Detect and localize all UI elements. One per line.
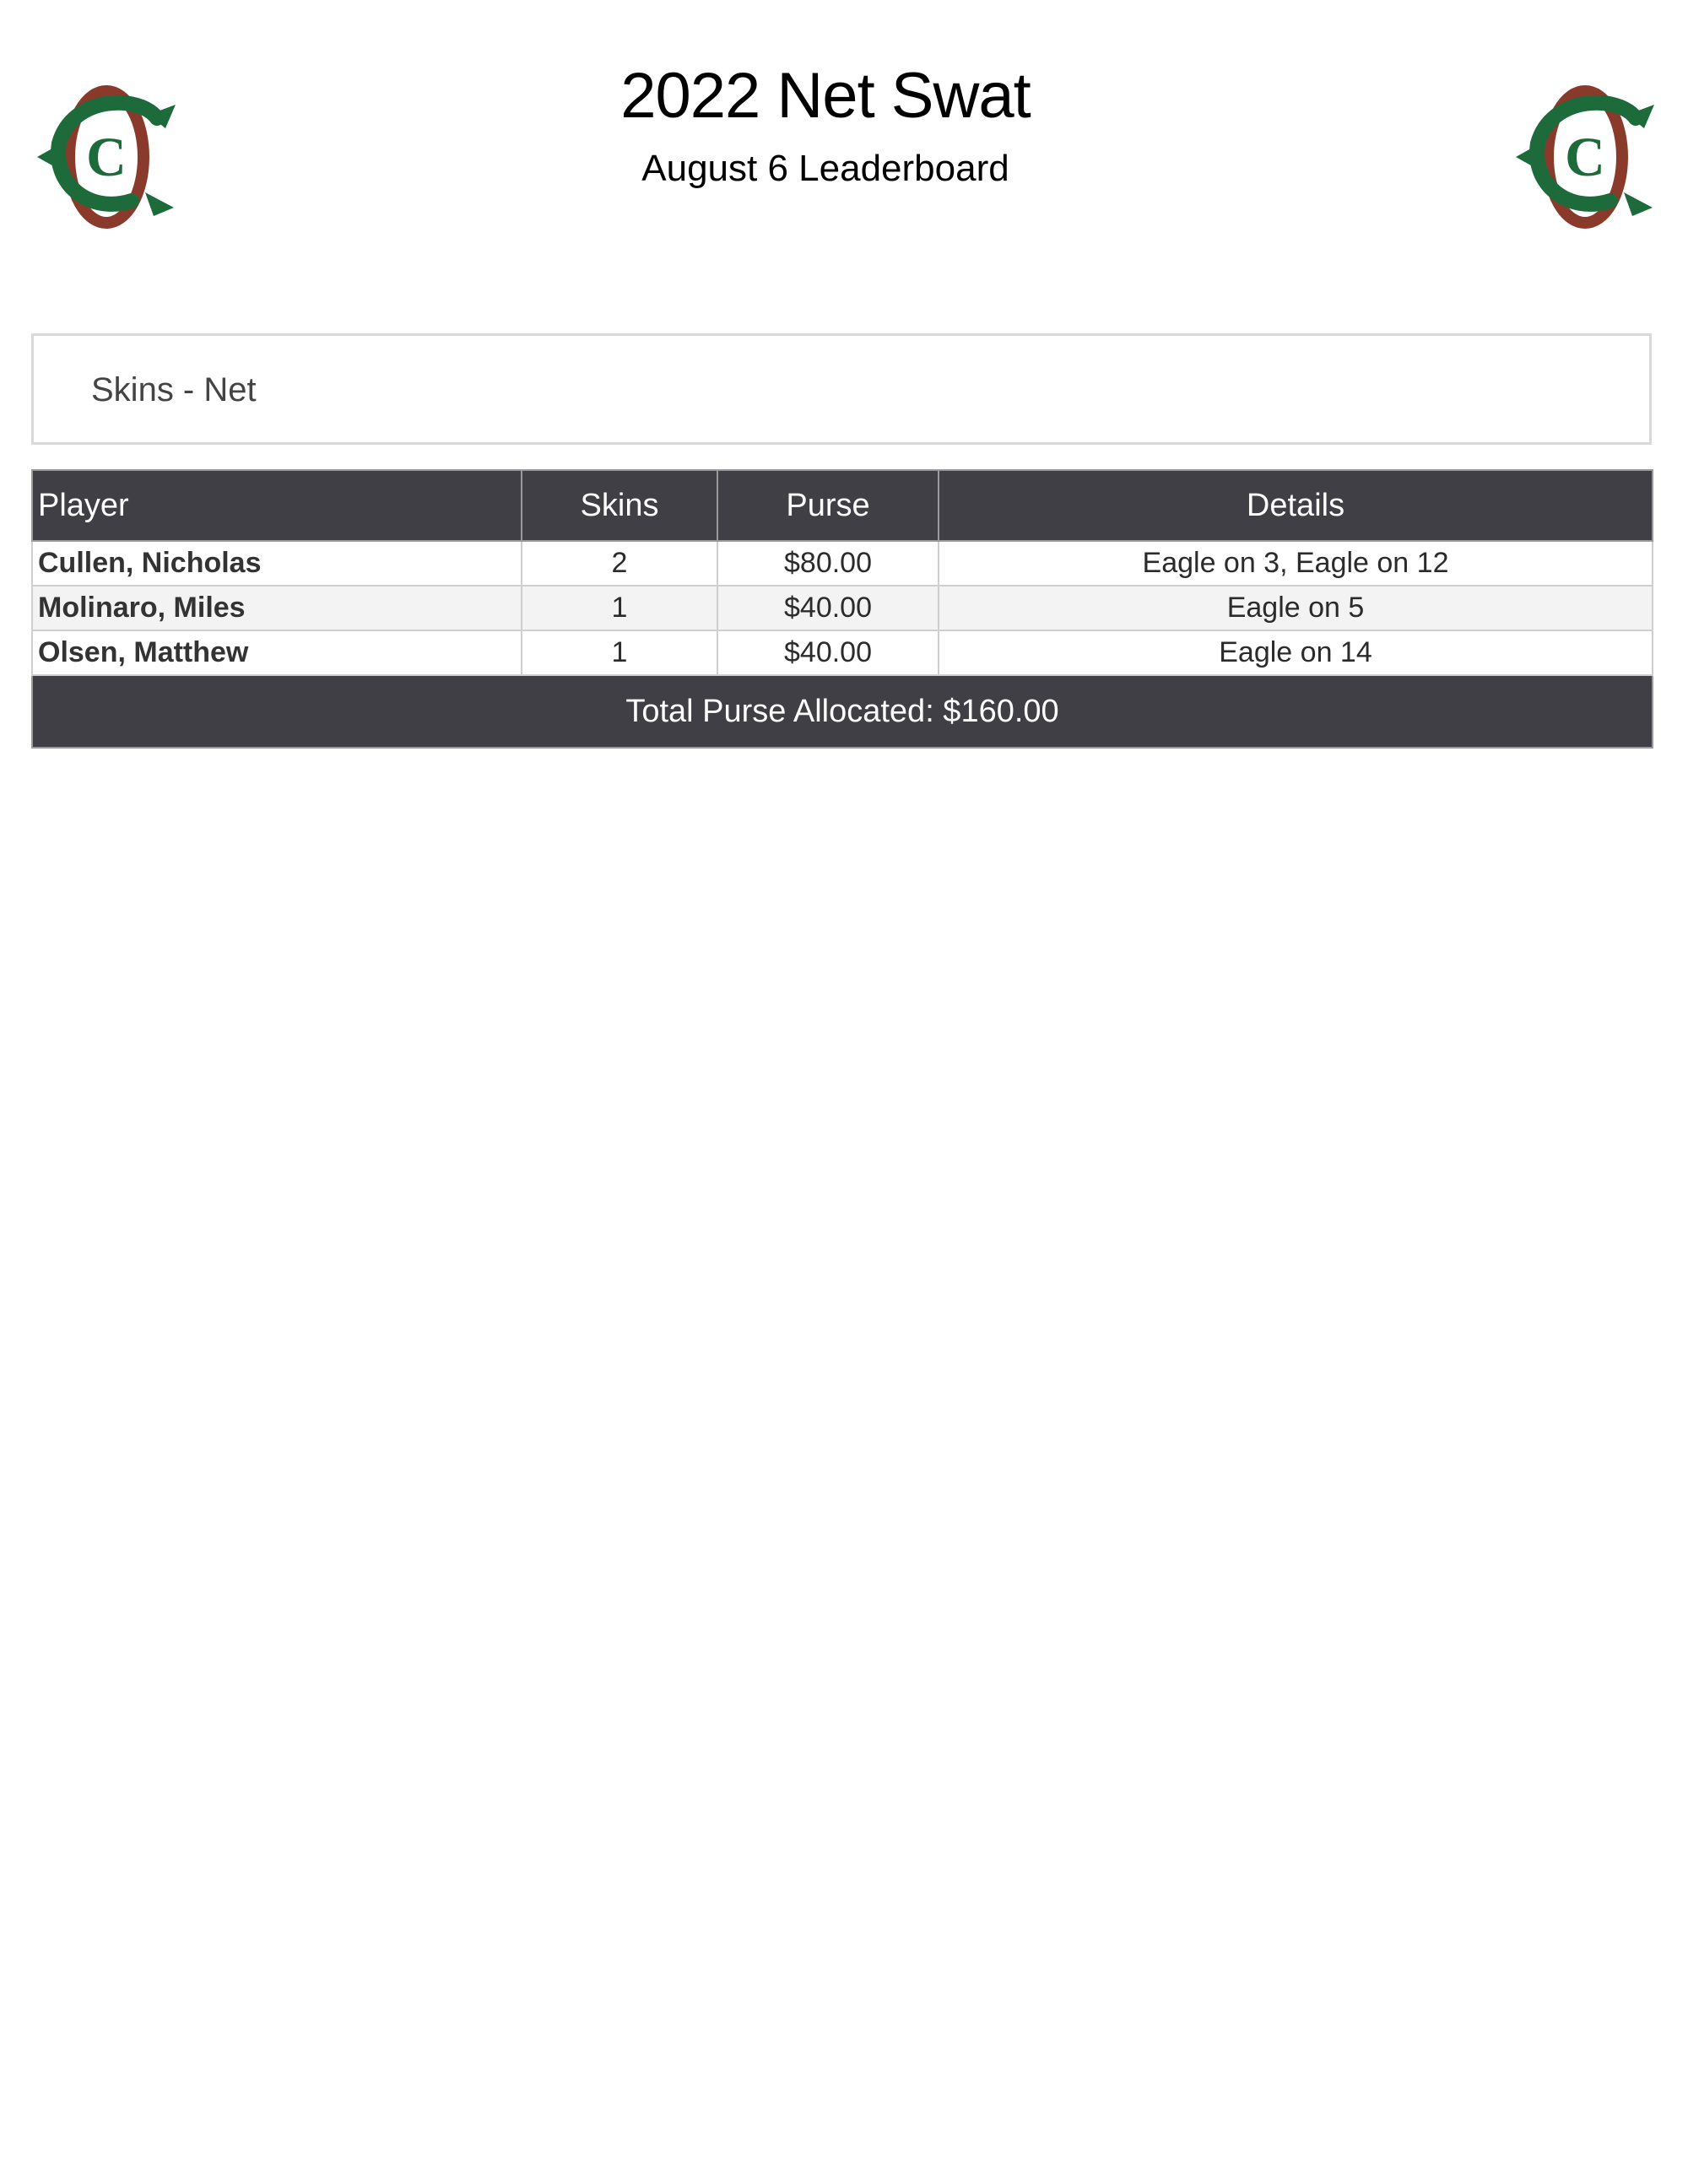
column-header-skins: Skins bbox=[522, 470, 717, 541]
table-row bbox=[32, 586, 1653, 630]
svg-text:C: C bbox=[86, 127, 127, 188]
leaderboard-table bbox=[31, 469, 1653, 749]
purse-amount: $80.00 bbox=[717, 541, 939, 586]
details-text: Eagle on 5 bbox=[939, 586, 1653, 630]
total-purse: Total Purse Allocated: $160.00 bbox=[32, 675, 1653, 748]
details-text: Eagle on 3, Eagle on 12 bbox=[939, 541, 1653, 586]
svg-text:C: C bbox=[1565, 127, 1605, 188]
player-name: Olsen, Matthew bbox=[32, 630, 522, 675]
page-subtitle: August 6 Leaderboard bbox=[641, 148, 1009, 189]
skins-count: 1 bbox=[522, 586, 717, 630]
player-name: Molinaro, Miles bbox=[32, 586, 522, 630]
skins-count: 2 bbox=[522, 541, 717, 586]
column-header-details: Details bbox=[939, 470, 1653, 541]
skins-count: 1 bbox=[522, 630, 717, 675]
section-title: Skins - Net bbox=[91, 371, 257, 408]
details-text: Eagle on 14 bbox=[939, 630, 1653, 675]
table-row bbox=[32, 630, 1653, 675]
table-row bbox=[32, 541, 1653, 586]
page-title: 2022 Net Swat bbox=[620, 60, 1031, 132]
purse-amount: $40.00 bbox=[717, 630, 939, 675]
column-header-player: Player bbox=[32, 470, 522, 541]
purse-amount: $40.00 bbox=[717, 586, 939, 630]
total-row bbox=[32, 675, 1653, 748]
table-header-row bbox=[32, 470, 1653, 541]
column-header-purse: Purse bbox=[717, 470, 939, 541]
section-header bbox=[31, 333, 1652, 445]
player-name: Cullen, Nicholas bbox=[32, 541, 522, 586]
